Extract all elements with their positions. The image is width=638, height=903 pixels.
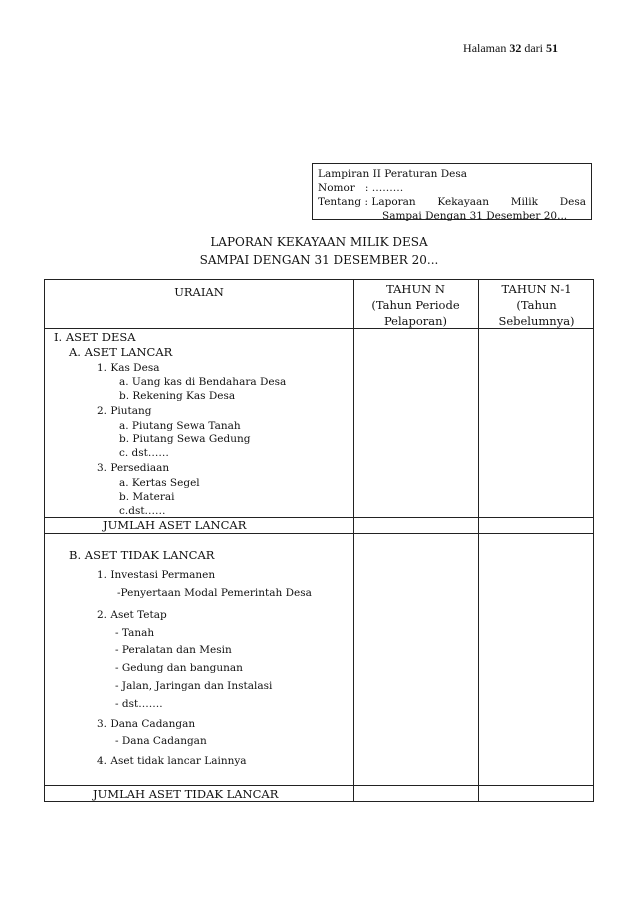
kas-item: b. Rekening Kas Desa: [119, 390, 236, 402]
tentang-part: : Laporan: [364, 196, 416, 208]
report-table: [44, 279, 594, 802]
piutang-item: c. dst……: [119, 447, 169, 459]
persediaan-item: c.dst……: [119, 505, 166, 517]
header-tahun-n1-line: (Tahun: [516, 298, 557, 312]
aset-tetap: 2. Aset Tetap: [97, 609, 167, 621]
tentang-label: Tentang: [318, 196, 362, 208]
tentang-part: Milik: [510, 196, 538, 208]
page-number-prefix: Halaman: [463, 41, 507, 55]
investasi-permanen: 1. Investasi Permanen: [97, 569, 216, 581]
report-title-line1: LAPORAN KEKAYAAN MILIK DESA: [210, 235, 428, 249]
header-tahun-n1-line: TAHUN N-1: [501, 282, 572, 296]
aset-tetap-item: - Jalan, Jaringan dan Instalasi: [115, 680, 273, 692]
header-tahun-n1-line: Sebelumnya): [498, 314, 575, 328]
lampiran-nomor: [318, 181, 586, 195]
persediaan: 3. Persediaan: [97, 462, 170, 474]
page-number-total: 51: [546, 41, 558, 55]
persediaan-item: b. Materai: [119, 491, 175, 503]
header-uraian: URAIAN: [174, 285, 224, 299]
aset-tetap-item: - dst…….: [115, 698, 163, 710]
page-number: [380, 41, 558, 56]
tentang-part: Kekayaan: [437, 196, 490, 208]
kas-desa: 1. Kas Desa: [97, 362, 160, 374]
lampiran-box: [312, 163, 592, 220]
page-number-middle: dari: [524, 41, 543, 55]
piutang-item: b. Piutang Sewa Gedung: [119, 433, 251, 445]
lampiran-line1: Lampiran II Peraturan Desa: [318, 168, 468, 180]
lampiran-tentang-line2: Sampai Dengan 31 Desember 20...: [382, 210, 568, 222]
nomor-label: Nomor: [318, 182, 355, 194]
aset-lancar-heading: A. ASET LANCAR: [69, 345, 173, 359]
header-tahun-n: [353, 281, 478, 329]
tentang-part: Desa: [559, 196, 586, 208]
header-tahun-n-line: (Tahun Periode: [371, 298, 460, 312]
header-tahun-n1: [478, 281, 595, 329]
column-divider: [478, 280, 479, 801]
row-divider: [45, 785, 593, 786]
nomor-value: : ………: [364, 182, 404, 194]
row-divider: [45, 533, 593, 534]
jumlah-aset-tidak-lancar: JUMLAH ASET TIDAK LANCAR: [93, 787, 279, 801]
dana-cadangan-item: - Dana Cadangan: [115, 735, 207, 747]
dana-cadangan: 3. Dana Cadangan: [97, 718, 196, 730]
aset-desa-heading: I. ASET DESA: [54, 330, 136, 344]
piutang: 2. Piutang: [97, 405, 152, 417]
column-divider: [353, 280, 354, 801]
jumlah-aset-lancar: JUMLAH ASET LANCAR: [103, 518, 247, 532]
aset-tetap-item: - Tanah: [115, 627, 155, 639]
aset-tidak-lancar-heading: B. ASET TIDAK LANCAR: [69, 548, 215, 562]
persediaan-item: a. Kertas Segel: [119, 477, 200, 489]
header-tahun-n-line: TAHUN N: [386, 282, 445, 296]
header-tahun-n-line: Pelaporan): [383, 314, 448, 328]
kas-item: a. Uang kas di Bendahara Desa: [119, 376, 287, 388]
report-title-line2: SAMPAI DENGAN 31 DESEMBER 20...: [199, 253, 439, 267]
page-number-current: 32: [509, 41, 522, 55]
investasi-item: -Penyertaan Modal Pemerintah Desa: [117, 587, 312, 599]
piutang-item: a. Piutang Sewa Tanah: [119, 420, 241, 432]
lampiran-tentang: [318, 195, 586, 209]
aset-tetap-item: - Gedung dan bangunan: [115, 662, 243, 674]
aset-tetap-item: - Peralatan dan Mesin: [115, 644, 232, 656]
aset-lainnya: 4. Aset tidak lancar Lainnya: [97, 755, 247, 767]
